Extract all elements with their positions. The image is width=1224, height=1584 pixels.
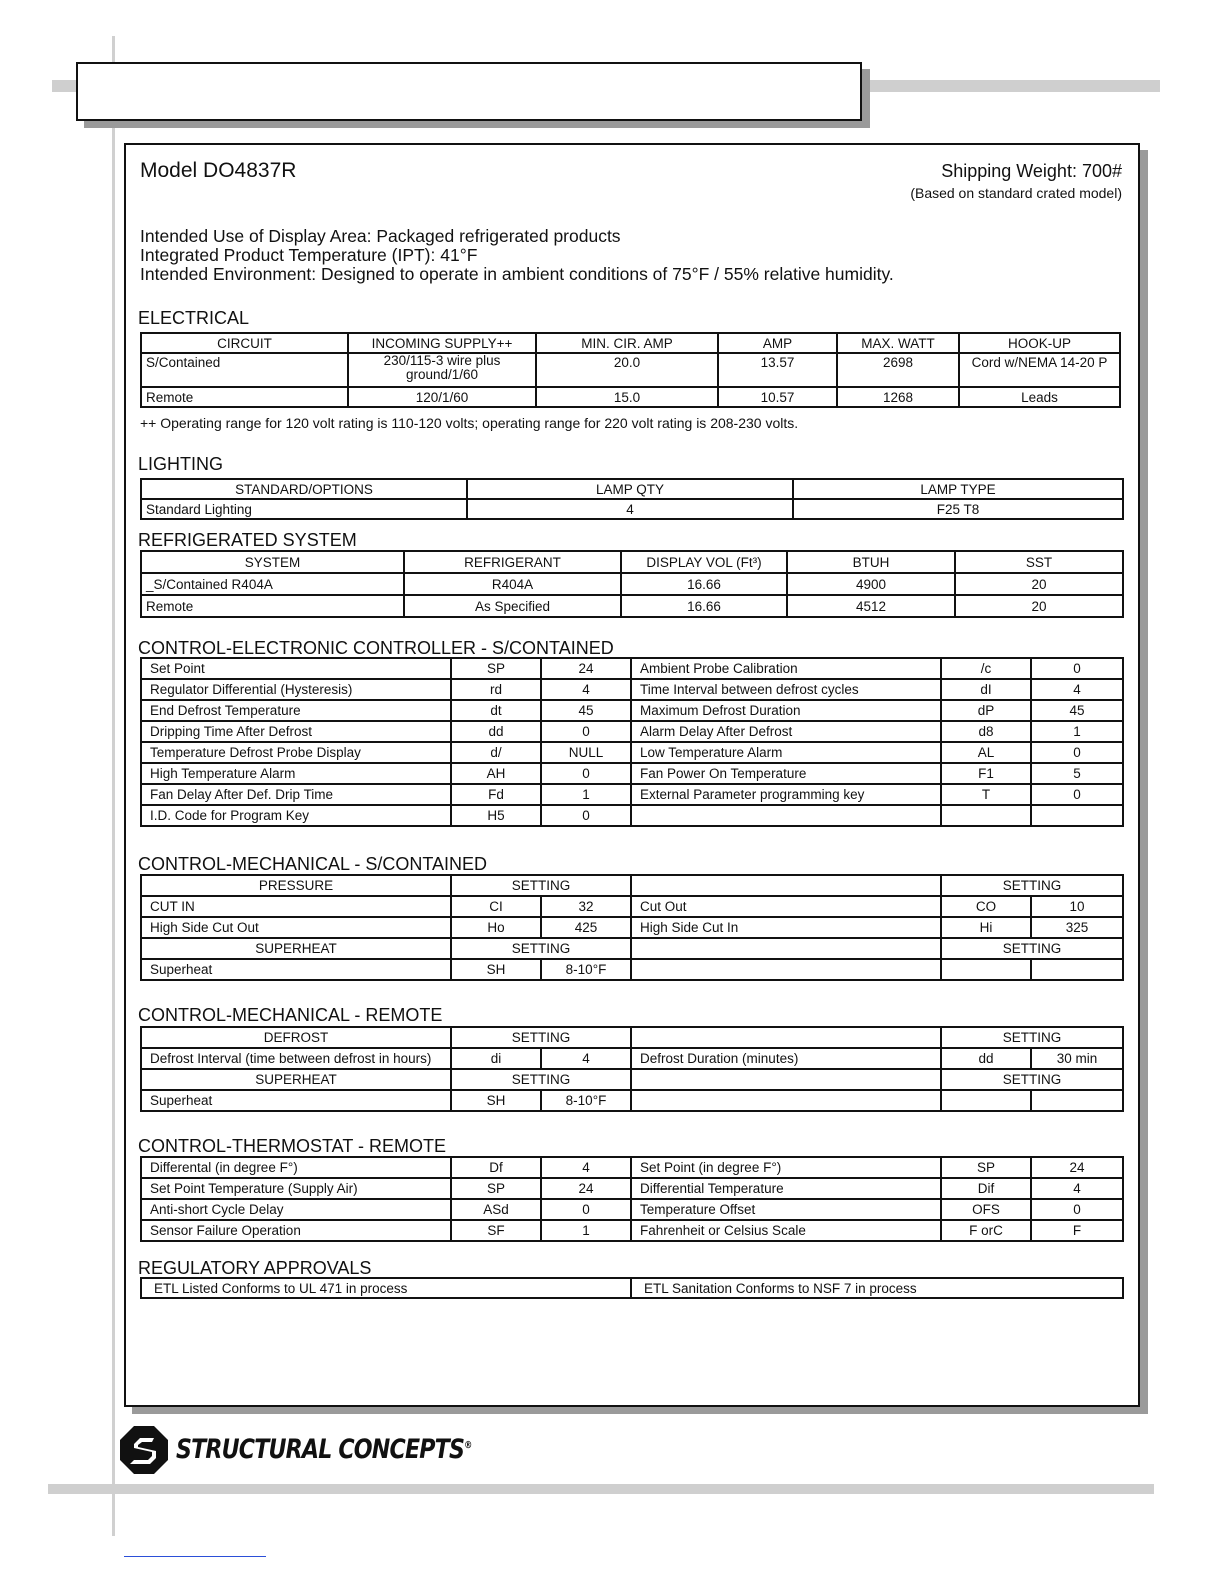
table-cell: CO: [941, 896, 1031, 917]
table-cell: [631, 1090, 941, 1111]
table-cell: [1031, 805, 1123, 826]
table-cell: AL: [941, 742, 1031, 763]
table-cell: dI: [941, 679, 1031, 700]
table-row: [141, 721, 1123, 742]
table-cell: Anti-short Cycle Delay: [141, 1199, 451, 1220]
table-cell: 16.66: [621, 573, 787, 595]
table-cell: Ho: [451, 917, 541, 938]
col-header: SYSTEM: [141, 551, 404, 573]
table-cell: 1: [1031, 721, 1123, 742]
table-cell: High Side Cut Out: [141, 917, 451, 938]
table-cell: 4: [1031, 679, 1123, 700]
table-cell: 1: [541, 1220, 631, 1241]
table-cell: 4: [1031, 1178, 1123, 1199]
approval-right: ETL Sanitation Conforms to NSF 7 in process: [631, 1278, 1123, 1298]
table-cell: Defrost Interval (time between defrost in hours): [141, 1048, 451, 1069]
table-cell: F orC: [941, 1220, 1031, 1241]
table-cell: 8-10°F: [541, 1090, 631, 1111]
ctrl-thermo-title: CONTROL-THERMOSTAT - REMOTE: [138, 1136, 446, 1156]
col-header: SETTING: [941, 875, 1123, 896]
table-row: [141, 1278, 1123, 1298]
table-cell: 425: [541, 917, 631, 938]
ctrl-electronic-title: CONTROL-ELECTRONIC CONTROLLER - S/CONTAINED: [138, 638, 614, 658]
table-row: [141, 387, 1120, 407]
col-header: LAMP QTY: [467, 479, 793, 499]
structural-concepts-logo-icon: [118, 1424, 170, 1481]
col-header: SST: [955, 551, 1123, 573]
table-cell: dt: [451, 700, 541, 721]
table-row: [141, 896, 1123, 917]
table-cell: [941, 959, 1031, 980]
col-header: SUPERHEAT: [141, 1069, 451, 1090]
col-header: INCOMING SUPPLY++: [348, 333, 536, 353]
ctrl-mech-remote-table: [140, 1026, 1124, 1112]
table-cell: [1031, 1090, 1123, 1111]
table-cell: ASd: [451, 1199, 541, 1220]
col-header: [631, 875, 941, 896]
table-cell: External Parameter programming key: [631, 784, 941, 805]
table-cell: 15.0: [536, 387, 718, 407]
table-cell: 0: [1031, 742, 1123, 763]
table-cell: Temperature Offset: [631, 1199, 941, 1220]
table-cell: Regulator Differential (Hysteresis): [141, 679, 451, 700]
table-row: [141, 763, 1123, 784]
table-cell: I.D. Code for Program Key: [141, 805, 451, 826]
logo-wordmark: STRUCTURAL CONCEPTS: [176, 1434, 465, 1465]
table-row: [141, 595, 1123, 617]
table-cell: Fan Power On Temperature: [631, 763, 941, 784]
table-cell: SF: [451, 1220, 541, 1241]
shipping-weight: Shipping Weight: 700#: [941, 161, 1122, 181]
col-header: AMP: [718, 333, 837, 353]
table-row: [141, 917, 1123, 938]
electrical-table: [140, 332, 1121, 408]
table-cell: 0: [541, 805, 631, 826]
table-row: [141, 1199, 1123, 1220]
table-cell: [941, 1090, 1031, 1111]
table-row: [141, 1048, 1123, 1069]
col-header: MIN. CIR. AMP: [536, 333, 718, 353]
ipt: Integrated Product Temperature (IPT): 41°F: [140, 245, 478, 265]
table-row: [141, 1090, 1123, 1111]
col-header: SETTING: [941, 938, 1123, 959]
table-row: [141, 1069, 1123, 1090]
spec-sheet: [124, 143, 1140, 1407]
electrical-note: ++ Operating range for 120 volt rating is 110-120 volts; operating range for 220 volt rating is 208-230 volts.: [140, 415, 799, 431]
table-cell: 16.66: [621, 595, 787, 617]
col-header: SETTING: [941, 1069, 1123, 1090]
table-row: [141, 679, 1123, 700]
table-cell: 45: [1031, 700, 1123, 721]
intended-use: Intended Use of Display Area: Packaged refrigerated products: [140, 226, 621, 246]
shipping-note: (Based on standard crated model): [910, 185, 1122, 201]
table-cell: 2698: [837, 353, 959, 387]
col-header: SETTING: [451, 875, 631, 896]
table-cell: 13.57: [718, 353, 837, 387]
table-cell: 10: [1031, 896, 1123, 917]
table-cell: Defrost Duration (minutes): [631, 1048, 941, 1069]
lighting-title: LIGHTING: [138, 454, 224, 474]
table-row: [141, 700, 1123, 721]
table-cell: 5: [1031, 763, 1123, 784]
table-cell: Sensor Failure Operation: [141, 1220, 451, 1241]
table-cell: NULL: [541, 742, 631, 763]
table-cell: Dripping Time After Defrost: [141, 721, 451, 742]
table-row: [141, 499, 1123, 519]
table-cell: Low Temperature Alarm: [631, 742, 941, 763]
table-cell: 10.57: [718, 387, 837, 407]
table-cell: 4: [541, 1157, 631, 1178]
table-cell: Standard Lighting: [141, 499, 467, 519]
table-row: [141, 805, 1123, 826]
table-cell: 0: [1031, 784, 1123, 805]
col-header: STANDARD/OPTIONS: [141, 479, 467, 499]
table-row: [141, 784, 1123, 805]
ctrl-electronic-table: [140, 657, 1124, 827]
table-cell: OFS: [941, 1199, 1031, 1220]
table-cell: Ambient Probe Calibration: [631, 658, 941, 679]
ctrl-mech-remote-title: CONTROL-MECHANICAL - REMOTE: [138, 1005, 443, 1025]
table-cell: 0: [1031, 1199, 1123, 1220]
table-cell: 4: [541, 679, 631, 700]
col-header: SETTING: [451, 1027, 631, 1048]
table-cell: 0: [541, 721, 631, 742]
table-row: [141, 938, 1123, 959]
col-header: [631, 1027, 941, 1048]
table-cell: Leads: [959, 387, 1120, 407]
table-header-row: [141, 333, 1120, 353]
table-cell: Df: [451, 1157, 541, 1178]
table-row: [141, 875, 1123, 896]
table-row: [141, 1220, 1123, 1241]
table-cell: Maximum Defrost Duration: [631, 700, 941, 721]
table-row: [141, 1157, 1123, 1178]
table-cell: 24: [1031, 1157, 1123, 1178]
table-cell: SH: [451, 959, 541, 980]
col-header: MAX. WATT: [837, 333, 959, 353]
intro-block: [140, 227, 894, 284]
table-row: [141, 959, 1123, 980]
col-header: [631, 1069, 941, 1090]
table-cell: /c: [941, 658, 1031, 679]
model-name: Model DO4837R: [140, 159, 297, 182]
approval-left: ETL Listed Conforms to UL 471 in process: [141, 1278, 631, 1298]
table-cell: d/: [451, 742, 541, 763]
table-cell: 1: [541, 784, 631, 805]
table-cell: Differental (in degree F°): [141, 1157, 451, 1178]
electrical-title: ELECTRICAL: [138, 308, 250, 328]
table-cell: 0: [1031, 658, 1123, 679]
col-header: LAMP TYPE: [793, 479, 1123, 499]
table-cell: Time Interval between defrost cycles: [631, 679, 941, 700]
table-cell: Cord w/NEMA 14-20 P: [959, 353, 1120, 387]
col-header: DEFROST: [141, 1027, 451, 1048]
col-header: SUPERHEAT: [141, 938, 451, 959]
col-header: CIRCUIT: [141, 333, 348, 353]
table-cell: 0: [541, 763, 631, 784]
table-cell: R404A: [404, 573, 621, 595]
table-cell: 0: [541, 1199, 631, 1220]
table-row: [141, 658, 1123, 679]
table-cell: [1031, 959, 1123, 980]
table-cell: End Defrost Temperature: [141, 700, 451, 721]
table-cell: 4: [541, 1048, 631, 1069]
table-cell: AH: [451, 763, 541, 784]
table-cell: 24: [541, 1178, 631, 1199]
intended-environment: Intended Environment: Designed to operate in ambient conditions of 75°F / 55% relative humidity.: [140, 264, 894, 284]
lighting-table: [140, 478, 1124, 520]
table-cell: S/Contained: [141, 353, 348, 387]
table-row: [141, 1027, 1123, 1048]
table-cell: 20: [955, 573, 1123, 595]
table-row: [141, 1178, 1123, 1199]
table-cell: SP: [451, 1178, 541, 1199]
table-cell: dd: [941, 1048, 1031, 1069]
ctrl-mech-sc-table: [140, 874, 1124, 981]
table-cell: High Side Cut In: [631, 917, 941, 938]
table-cell: 24: [541, 658, 631, 679]
table-cell: SP: [451, 658, 541, 679]
table-cell: F1: [941, 763, 1031, 784]
table-row: [141, 353, 1120, 387]
table-cell: 230/115-3 wire plus ground/1/60: [348, 353, 536, 387]
col-header: SETTING: [451, 938, 631, 959]
table-row: [141, 573, 1123, 595]
table-cell: SP: [941, 1157, 1031, 1178]
table-cell: 4: [467, 499, 793, 519]
table-cell: Fahrenheit or Celsius Scale: [631, 1220, 941, 1241]
col-header: SETTING: [941, 1027, 1123, 1048]
table-cell: dd: [451, 721, 541, 742]
table-cell: [631, 959, 941, 980]
table-cell: CI: [451, 896, 541, 917]
registered-mark: ®: [464, 1440, 472, 1451]
refrigerated-title: REFRIGERATED SYSTEM: [138, 530, 357, 550]
table-cell: Superheat: [141, 959, 451, 980]
table-cell: 20: [955, 595, 1123, 617]
refrigerated-table: [140, 550, 1124, 618]
table-cell: 45: [541, 700, 631, 721]
logo-text: [176, 1434, 471, 1465]
table-cell: 4512: [787, 595, 955, 617]
approvals-title: REGULATORY APPROVALS: [138, 1258, 372, 1278]
table-row: [141, 742, 1123, 763]
table-cell: CUT IN: [141, 896, 451, 917]
table-cell: [631, 805, 941, 826]
table-cell: Remote: [141, 387, 348, 407]
footer-bar: [48, 1484, 1154, 1494]
table-cell: SH: [451, 1090, 541, 1111]
col-header: DISPLAY VOL (Ft³): [621, 551, 787, 573]
table-cell: Temperature Defrost Probe Display: [141, 742, 451, 763]
footer-rule: [124, 1556, 266, 1557]
col-header: SETTING: [451, 1069, 631, 1090]
table-cell: 20.0: [536, 353, 718, 387]
table-cell: Alarm Delay After Defrost: [631, 721, 941, 742]
table-cell: Hi: [941, 917, 1031, 938]
table-cell: Set Point Temperature (Supply Air): [141, 1178, 451, 1199]
table-cell: 8-10°F: [541, 959, 631, 980]
table-cell: 30 min: [1031, 1048, 1123, 1069]
table-cell: dP: [941, 700, 1031, 721]
table-header-row: [141, 551, 1123, 573]
table-cell: di: [451, 1048, 541, 1069]
table-cell: Remote: [141, 595, 404, 617]
table-cell: 120/1/60: [348, 387, 536, 407]
ctrl-mech-sc-title: CONTROL-MECHANICAL - S/CONTAINED: [138, 854, 488, 874]
table-cell: Fd: [451, 784, 541, 805]
table-cell: Superheat: [141, 1090, 451, 1111]
table-cell: _S/Contained R404A: [141, 573, 404, 595]
table-cell: High Temperature Alarm: [141, 763, 451, 784]
table-cell: Set Point: [141, 658, 451, 679]
table-cell: F25 T8: [793, 499, 1123, 519]
table-cell: 1268: [837, 387, 959, 407]
margin-line: [112, 36, 115, 1536]
title-box: [76, 62, 862, 121]
col-header: PRESSURE: [141, 875, 451, 896]
col-header: HOOK-UP: [959, 333, 1120, 353]
table-cell: d8: [941, 721, 1031, 742]
table-cell: T: [941, 784, 1031, 805]
col-header: BTUH: [787, 551, 955, 573]
col-header: REFRIGERANT: [404, 551, 621, 573]
table-cell: [941, 805, 1031, 826]
table-cell: F: [1031, 1220, 1123, 1241]
table-cell: 32: [541, 896, 631, 917]
table-cell: H5: [451, 805, 541, 826]
table-cell: rd: [451, 679, 541, 700]
table-cell: Set Point (in degree F°): [631, 1157, 941, 1178]
table-cell: As Specified: [404, 595, 621, 617]
table-cell: 325: [1031, 917, 1123, 938]
table-cell: Differential Temperature: [631, 1178, 941, 1199]
ctrl-thermo-table: [140, 1156, 1124, 1242]
approvals-table: [140, 1277, 1124, 1299]
col-header: [631, 938, 941, 959]
table-cell: Cut Out: [631, 896, 941, 917]
table-cell: 4900: [787, 573, 955, 595]
table-cell: Fan Delay After Def. Drip Time: [141, 784, 451, 805]
table-header-row: [141, 479, 1123, 499]
table-cell: Dif: [941, 1178, 1031, 1199]
